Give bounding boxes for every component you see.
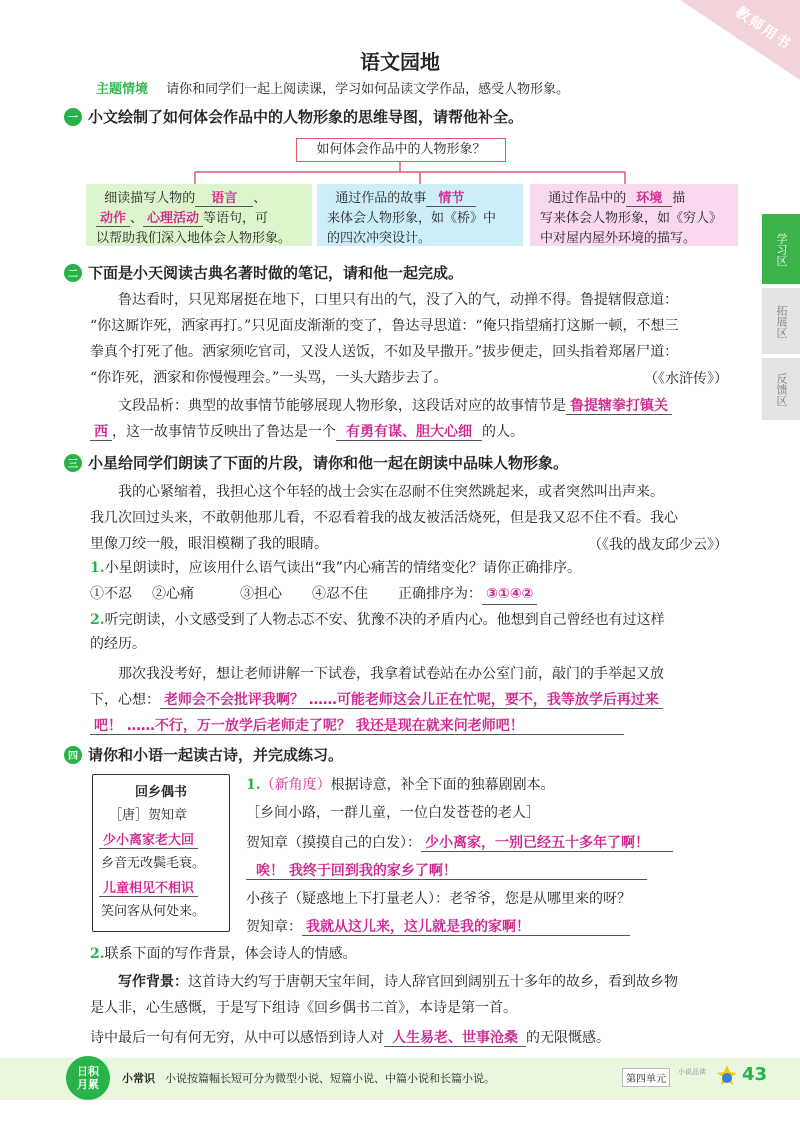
box3-text: 描 bbox=[672, 191, 686, 206]
question-line bbox=[90, 558, 734, 578]
analysis-text: ，这一故事情节反映出了鲁达是一个 bbox=[112, 424, 336, 440]
answer-psychology: 心理活动 bbox=[143, 211, 203, 227]
tab-study-area[interactable]: 学习区 bbox=[762, 214, 800, 284]
question-text: 小星朗读时，应该用什么语气读出“我”内心痛苦的情绪变化？请你正确排序。 bbox=[104, 560, 581, 576]
section-title: 下面是小天阅读古典名著时做的笔记，请和他一起完成。 bbox=[88, 264, 464, 282]
story-text: 下，心想： bbox=[90, 692, 160, 708]
mindmap-box-3 bbox=[530, 184, 738, 246]
section-number: 二 bbox=[64, 264, 82, 282]
footer-badge: 日积月累 bbox=[66, 1056, 110, 1100]
mascot-icon bbox=[716, 1064, 738, 1090]
footer-tip bbox=[122, 1070, 495, 1086]
story-line: 那次我没考好，想让老师讲解一下试卷，我拿着试卷站在办公室门前，敲门的手举起又放 bbox=[118, 666, 664, 682]
box1-text: 、 bbox=[253, 191, 267, 206]
background-line bbox=[90, 972, 734, 992]
option-item: ①不忍 bbox=[90, 586, 132, 602]
dialogue-speaker: 贺知章： bbox=[246, 919, 302, 935]
box3-text: 通过作品中的 bbox=[548, 191, 627, 206]
background-text: 这首诗大约写于唐朝天宝年间，诗人辞官回到阔别五十多年的故乡，看到故乡物 bbox=[188, 974, 678, 990]
option-item: ③担心 bbox=[240, 586, 282, 602]
poem-author: ［唐］贺知章 bbox=[109, 808, 188, 823]
answer-feeling: 人生易老、世事沧桑 bbox=[384, 1030, 526, 1047]
question-line bbox=[246, 774, 555, 794]
answer-dialogue-1b: 唉！ 我终于回到我的家乡了啊！ bbox=[246, 863, 647, 880]
box3-text: 写来体会人物形象，如《穷人》 bbox=[540, 211, 723, 226]
passage-line: 我几次回过头来，不敢朝他那儿看，不忍看着我的战友被活活烧死，但是我又忍不住不看。我心 bbox=[90, 510, 678, 526]
tab-feedback-area[interactable]: 反馈区 bbox=[762, 358, 800, 420]
mindmap-box-1 bbox=[86, 184, 312, 246]
options-line bbox=[90, 584, 734, 605]
dialogue-speaker: 贺知章（摸摸自己的白发）： bbox=[246, 835, 421, 851]
question-text: 根据诗意，补全下面的独幕剧剧本。 bbox=[330, 777, 555, 793]
answer-poem-line-1: 少小离家老大回 bbox=[99, 833, 198, 849]
option-item: ④忍不住 bbox=[312, 586, 368, 602]
passage-line: 我的心紧缩着，我担心这个年轻的战士会实在忍耐不住突然跳起来，或者突然叫出声来。 bbox=[118, 484, 664, 500]
question-number: 1. bbox=[90, 560, 105, 576]
poem-box bbox=[92, 774, 230, 932]
passage-line: “你诈死，洒家和你慢慢理会。”一头骂，一头大踏步去了。 bbox=[90, 370, 448, 386]
box3-text: 中对屋内屋外环境的描写。 bbox=[540, 231, 697, 246]
question-text: 联系下面的写作背景，体会诗人的情感。 bbox=[104, 946, 357, 962]
question-line bbox=[90, 610, 734, 630]
answer-language: 语言 bbox=[195, 191, 253, 207]
mindmap-root: 如何体会作品中的人物形象？ bbox=[296, 138, 506, 162]
passage-line: 里像刀绞一般，眼泪模糊了我的眼睛。 bbox=[90, 536, 328, 552]
unit-sub: 小说品读 bbox=[678, 1068, 706, 1076]
question-line-cont: 的经历。 bbox=[90, 636, 146, 652]
tip-label: 小常识 bbox=[122, 1072, 155, 1085]
analysis-text: 的人。 bbox=[482, 424, 524, 440]
mindmap-connectors bbox=[0, 0, 800, 200]
unit-label: 第四单元 bbox=[622, 1068, 670, 1087]
dialogue-line bbox=[246, 860, 647, 880]
section-title: 请你和小语一起读古诗，并完成练习。 bbox=[88, 746, 344, 764]
question-number: 2. bbox=[90, 612, 105, 628]
question-number: 1. bbox=[246, 777, 261, 793]
passage-source: （《我的战友邱少云》） bbox=[588, 537, 728, 553]
section-2-heading bbox=[64, 262, 463, 283]
answer-poem-line-3: 儿童相见不相识 bbox=[99, 881, 198, 897]
analysis-text: 文段品析：典型的故事情节能够展现人物形象，这段话对应的故事情节是 bbox=[118, 398, 566, 414]
answer-environment: 环境 bbox=[626, 191, 672, 207]
question-text: 听完朗读，小文感受到了人物忐忑不安、犹豫不决的矛盾内心。他想到自己曾经也有过这样 bbox=[104, 612, 665, 628]
page-number: 43 bbox=[742, 1064, 768, 1085]
answer-action: 动作 bbox=[96, 211, 130, 227]
page-title: 语文园地 bbox=[360, 50, 440, 74]
background-label: 写作背景： bbox=[118, 974, 188, 990]
final-question-line bbox=[90, 1028, 734, 1048]
section-number: 一 bbox=[64, 108, 82, 126]
box2-text: 的四次冲突设计。 bbox=[327, 231, 432, 246]
answer-plot: 情节 bbox=[426, 191, 476, 207]
answer-dialogue-3: 我就从这儿来，这儿就是我的家啊！ bbox=[302, 919, 630, 936]
question-number: 2. bbox=[90, 946, 105, 962]
dialogue-line bbox=[246, 916, 630, 936]
analysis-line bbox=[90, 422, 734, 442]
story-line bbox=[90, 716, 734, 736]
dialogue-line: 小孩子（疑惑地上下打量老人）：老爷爷，您是从哪里来的呀？ bbox=[246, 891, 631, 907]
tip-text: 小说按篇幅长短可分为微型小说、短篇小说、中篇小说和长篇小说。 bbox=[165, 1072, 495, 1085]
section-number: 四 bbox=[64, 746, 82, 764]
answer-order: ③①④② bbox=[482, 584, 537, 605]
box1-text: 以帮助我们深入地体会人物形象。 bbox=[96, 231, 292, 246]
story-line bbox=[90, 690, 734, 710]
passage-line: 拳真个打死了他。洒家须吃官司，又没人送饭，不如及早撒开。”拔步便走，回头指着郑屠尸道： bbox=[90, 344, 679, 360]
poem-line: 笑问客从何处来。 bbox=[101, 904, 206, 919]
answer-plot-title: 鲁提辖拳打镇关 bbox=[566, 398, 672, 415]
section-4-heading bbox=[64, 744, 343, 765]
new-angle-tag: （新角度） bbox=[260, 777, 331, 793]
analysis-line bbox=[90, 396, 734, 416]
answer-story-part-1: 老师会不会批评我啊？ ……可能老师这会儿正在忙呢，要不，我等放学后再过来 bbox=[160, 692, 663, 709]
answer-dialogue-1: 少小离家，一别已经五十多年了啊！ bbox=[421, 835, 673, 852]
theme-text: 请你和同学们一起上阅读课，学习如何品读文学作品，感受人物形象。 bbox=[166, 82, 570, 97]
question-line bbox=[90, 944, 734, 964]
passage-line: “你这厮诈死，洒家再打。”只见面皮渐渐的变了，鲁达寻思道：“俺只指望痛打这厮一顿，不想三 bbox=[90, 318, 679, 334]
section-number: 三 bbox=[64, 454, 82, 472]
answer-character-trait: 有勇有谋、胆大心细 bbox=[336, 424, 482, 441]
stage-direction: ［乡间小路，一群儿童，一位白发苍苍的老人］ bbox=[246, 805, 540, 821]
final-text: 诗中最后一句有何无穷，从中可以感悟到诗人对 bbox=[90, 1030, 384, 1046]
box1-text: 、 bbox=[130, 211, 144, 226]
poem-title: 回乡偶书 bbox=[134, 785, 187, 800]
box2-text: 来体会人物形象，如《桥》中 bbox=[327, 211, 497, 226]
section-title: 小星给同学们朗读了下面的片段，请你和他一起在朗读中品味人物形象。 bbox=[88, 454, 569, 472]
background-line: 是人非，心生感慨，于是写下组诗《回乡偶书二首》，本诗是第一首。 bbox=[90, 1000, 517, 1016]
box1-text: 细读描写人物的 bbox=[104, 191, 196, 206]
theme-label: 主题情境 bbox=[96, 82, 149, 97]
passage-source: （《水浒传》） bbox=[644, 371, 728, 387]
mindmap-box-2 bbox=[317, 184, 523, 246]
option-item: ②心痛 bbox=[152, 586, 194, 602]
box2-text: 通过作品的故事 bbox=[335, 191, 427, 206]
answer-story-part-2: 吧！ ……不行，万一放学后老师走了呢？ 我还是现在就来问老师吧！ bbox=[90, 718, 624, 735]
corner-label: 教师用书 bbox=[732, 4, 795, 54]
poem-line: 乡音无改鬓毛衰。 bbox=[101, 856, 206, 871]
box1-text: 等语句，可 bbox=[203, 211, 269, 226]
section-3-heading bbox=[64, 452, 568, 473]
dialogue-line bbox=[246, 832, 673, 852]
tab-extension-area[interactable]: 拓展区 bbox=[762, 288, 800, 354]
section-title: 小文绘制了如何体会作品中的人物形象的思维导图，请帮他补全。 bbox=[88, 108, 524, 126]
order-label: 正确排序为： bbox=[398, 586, 482, 602]
passage-line: 鲁达看时，只见郑屠挺在地下，口里只有出的气，没了入的气，动掸不得。鲁提辖假意道： bbox=[118, 292, 678, 308]
answer-plot-title-end: 西 bbox=[90, 424, 112, 441]
final-text: 的无限慨感。 bbox=[526, 1030, 610, 1046]
